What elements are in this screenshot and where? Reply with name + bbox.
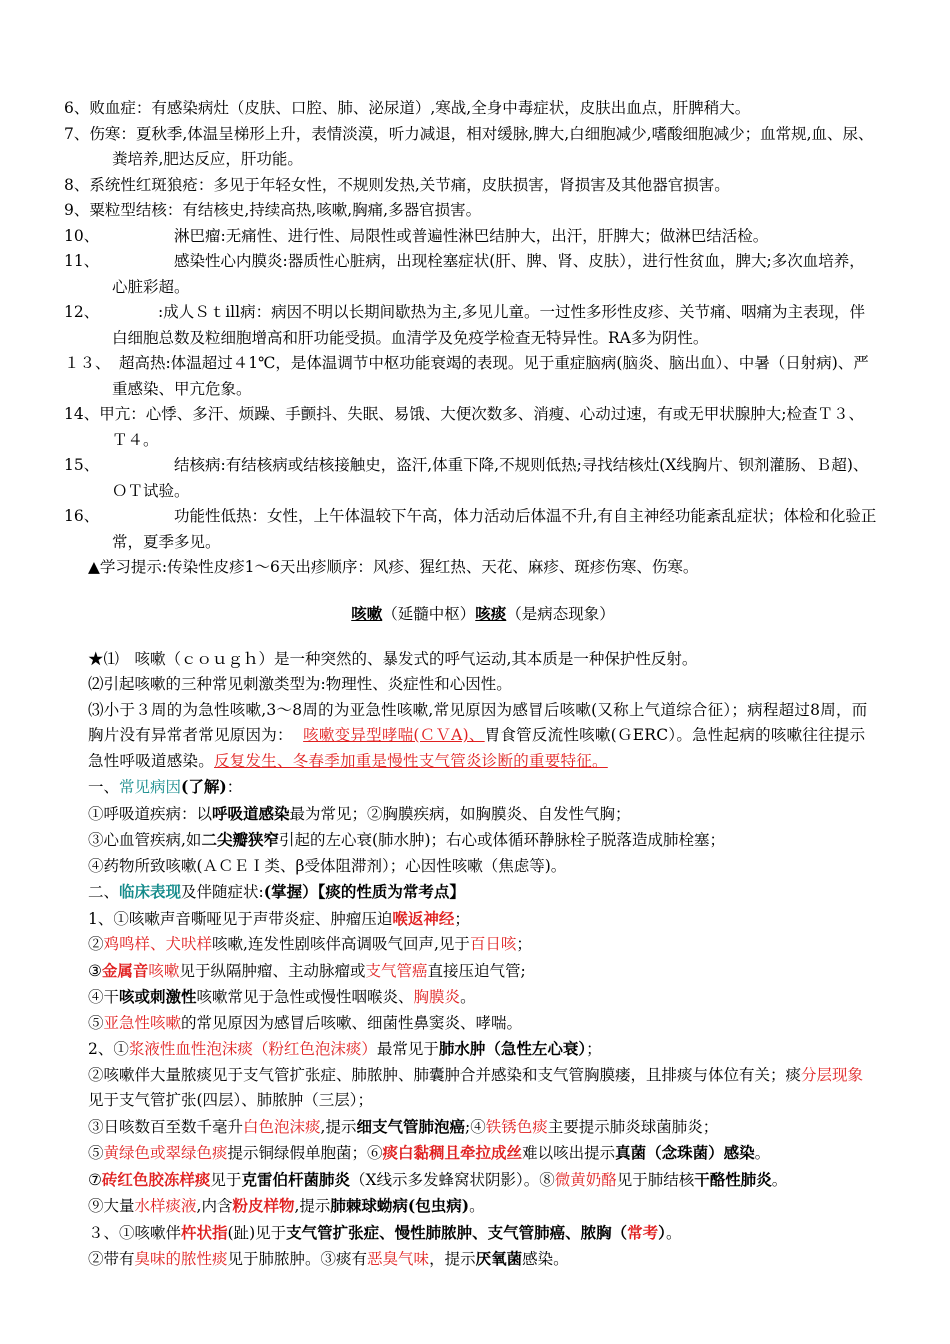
causes-heading	[88, 774, 878, 801]
text: ；	[586, 1040, 602, 1058]
text: ３、①咳嗽伴	[88, 1223, 182, 1242]
text: 1、①咳嗽声音嘶哑见于声带炎症、肿瘤压迫	[88, 909, 393, 928]
text: （X线示多发蜂窝状阴影）。⑧	[349, 1170, 555, 1189]
bold-text: 克雷伯杆菌肺炎	[241, 1169, 350, 1189]
text: 见于支气管扩张(四层）、肺脓肿（三层）；	[88, 1091, 374, 1109]
causes-heading-note: (了解)	[181, 777, 227, 796]
list-item	[64, 198, 878, 224]
red-text: 支气管癌	[365, 961, 428, 980]
text: ,提示	[320, 1117, 357, 1136]
fever-cause-list	[64, 96, 878, 555]
red-text: 铁锈色痰	[485, 1117, 548, 1136]
text: 最为常见；②胸膜疾病，如胸膜炎、自发性气胸；	[289, 804, 631, 823]
causes-line-3: ④药物所致咳嗽(ＡＣＥＩ类、β受体阻滞剂）；心因性咳嗽（焦虑等)。	[88, 856, 567, 875]
list-item-number: 9、	[64, 201, 90, 219]
red-bold-text: 喉返神经	[392, 908, 455, 928]
text: ，提示	[429, 1250, 476, 1268]
list-item-text: 粟粒型结核：有结核史,持续高热,咳嗽,胸痛,多器官损害。	[89, 201, 482, 219]
red-text: 白色泡沫痰	[243, 1117, 321, 1136]
text: ②带有	[88, 1250, 135, 1268]
text: 咳嗽,连发性剧咳伴高调吸气回声,见于	[212, 935, 470, 953]
clinical-b3	[88, 1114, 878, 1141]
bold-text: 二尖瓣狭窄	[201, 830, 279, 849]
list-item-text: 超高热:体温超过４1℃，是体温调节中枢功能衰竭的表现。见于重症脑病(脑炎、脑出血）、中暑（日射病)、严重感染、甲亢危象。	[112, 354, 869, 398]
text: 见于肺结核	[616, 1170, 695, 1189]
list-item-number: 14、	[64, 405, 100, 423]
text: 见于肺脓肿。③痰有	[227, 1250, 368, 1268]
list-item	[64, 224, 878, 250]
text: 咳嗽常见于急性或慢性咽喉炎、	[196, 988, 414, 1006]
text: 2、①	[88, 1040, 129, 1058]
clinical-b5	[88, 1167, 878, 1194]
text: 最常见于	[376, 1040, 439, 1058]
causes-heading-prefix: 一、	[88, 778, 120, 796]
list-item	[64, 249, 878, 300]
study-tip: ▲学习提示:传染性皮疹1～6天出疹顺序：风疹、猩红热、天花、麻疹、斑疹伤寒、伤寒。	[88, 558, 699, 576]
list-item-text: 败血症：有感染病灶（皮肤、口腔、肺、泌尿道）,寒战,全身中毒症状，皮肤出血点，肝脾稍大。	[89, 99, 751, 117]
text: 直接压迫气管;	[427, 961, 526, 980]
red-bold-text: 杵状指	[181, 1222, 228, 1242]
red-text: 微黄奶酪	[554, 1170, 617, 1189]
list-item	[64, 300, 878, 351]
red-text: 水样痰液	[134, 1197, 197, 1215]
list-item	[64, 122, 878, 173]
bold-text: 支气管扩张症、慢性肺脓肿、支气管肺癌、脓胸（	[286, 1222, 628, 1242]
text: (趾)见于	[227, 1223, 287, 1242]
red-text: 百日咳	[469, 935, 517, 953]
intro-duration	[88, 698, 878, 775]
list-item-text: 系统性红斑狼疮：多见于年轻女性，不规则发热,关节痛，皮肤损害，肾损害及其他器官损害。	[89, 175, 730, 194]
list-item-number: 16、	[64, 507, 100, 525]
list-item-text: :成人Ｓｔill病：病因不明以长期间歇热为主,多见儿童。一过性多形性皮疹、关节痛、咽痛为主表现，伴白细胞总数及粒细胞增高和肝功能受损。血清学及免疫学检查无特异性。RA多为阴性。	[112, 303, 866, 347]
text: ⑨大量	[88, 1197, 135, 1215]
list-item	[64, 96, 878, 122]
intro-stimulus-types: ⑵引起咳嗽的三种常见刺激类型为:物理性、炎症性和心因性。	[88, 675, 512, 693]
clinical-b6	[88, 1193, 878, 1220]
red-text: 咳嗽	[148, 961, 180, 980]
bold-text: 干酪性肺炎	[694, 1169, 772, 1189]
text: ②	[88, 935, 104, 953]
title-cough-note: （延髓中枢）	[382, 604, 476, 623]
clinical-a4	[88, 984, 878, 1011]
clinical-heading-prefix: 二、	[88, 883, 120, 901]
text: ③	[88, 961, 102, 980]
intro-duration-text: ⑶小于３周的为急性咳嗽,3～8周的为亚急性咳嗽,常见原因为感冒后咳嗽(又称上气道综合征）；病程超过8周，而胸片没有异常者常见原因为：	[88, 700, 868, 744]
list-item-number: 11、	[64, 252, 100, 270]
text: 见于纵隔肿瘤、主动脉瘤或	[179, 961, 366, 980]
text: ⑤	[88, 1144, 104, 1162]
list-item-text: 淋巴瘤:无痛性、进行性、局限性或普遍性淋巴结肿大，出汗，肝脾大；做淋巴结活检。	[174, 226, 769, 245]
red-text: 浆液性血性泡沫痰（粉红色泡沫痰）	[128, 1040, 377, 1058]
title-cough: 咳嗽	[351, 603, 383, 623]
causes-line-2	[88, 827, 878, 854]
section-title	[88, 601, 878, 627]
clinical-a5	[88, 1011, 878, 1037]
list-item-number: 7、	[64, 124, 90, 143]
intro-highlight-cva: 咳嗽变异型哮喘(ＣＶA)、	[303, 726, 485, 744]
clinical-c1	[88, 1220, 878, 1247]
causes-heading-suffix: ：	[226, 778, 243, 796]
title-sputum: 咳痰	[475, 603, 507, 623]
list-item-number: 15、	[64, 456, 100, 474]
list-item-text: 结核病:有结核病或结核接触史，盗汗,体重下降,不规则低热;寻找结核灶(X线胸片、钡剂灌肠、Ｂ超)、ＯＴ试验。	[112, 456, 869, 500]
list-item-number: 6、	[64, 99, 90, 117]
text: 。	[771, 1170, 788, 1189]
text: ⑦	[88, 1170, 102, 1189]
bold-text: 肺棘球蚴病(包虫病)	[330, 1196, 470, 1215]
text: ;④	[464, 1117, 486, 1136]
text: 见于	[210, 1170, 242, 1189]
text: ⑤	[88, 1013, 104, 1032]
text: ③日咳数百至数千毫升	[88, 1117, 244, 1136]
clinical-heading	[88, 879, 878, 906]
causes-line-1	[88, 801, 878, 828]
list-item	[64, 453, 878, 504]
text: 。	[665, 1223, 682, 1242]
list-item-number: 8、	[64, 175, 90, 194]
clinical-b2	[88, 1063, 878, 1114]
text: 主要提示肺炎球菌肺炎；	[547, 1117, 719, 1136]
list-item-text: 甲亢：心悸、多汗、烦躁、手颤抖、失眠、易饿、大便次数多、消瘦、心动过速，有或无甲状腺肿大;检查Ｔ３、Ｔ４。	[99, 405, 864, 449]
bold-text: 咳或刺激性	[119, 987, 197, 1006]
intro-duration-text-2: 胃食管反流性咳嗽(ＧERC）。急性起病的咳嗽往往提示急性呼吸道感染。	[88, 726, 866, 770]
text: ；	[454, 909, 470, 928]
list-item	[64, 402, 878, 453]
text: 。	[469, 1197, 485, 1215]
red-text: 分层现象	[801, 1065, 864, 1084]
red-text: 黄绿色或翠绿色痰	[103, 1144, 228, 1162]
text: ③心血管疾病,如	[88, 831, 202, 849]
text: ,内含	[196, 1197, 233, 1215]
red-bold-text: 金属音	[101, 960, 149, 980]
clinical-b4	[88, 1140, 878, 1167]
text: 。	[460, 988, 476, 1006]
causes-heading-label: 常见病因	[119, 778, 182, 796]
clinical-heading-note: (掌握）【痰的性质为常考点】	[263, 882, 465, 901]
text: 提示铜绿假单胞菌；⑥	[227, 1144, 383, 1162]
document-page	[64, 96, 878, 1273]
clinical-a2	[88, 932, 878, 958]
red-text: 恶臭气味	[367, 1250, 430, 1268]
text: ,提示	[294, 1197, 331, 1215]
text: ④干	[88, 988, 120, 1006]
list-item	[64, 351, 878, 402]
list-item	[64, 173, 878, 199]
clinical-b1	[88, 1036, 878, 1063]
red-text: 臭味的脓性痰	[134, 1250, 228, 1268]
bold-text: 肺水肿（急性左心衰）	[438, 1039, 587, 1058]
text: ①呼吸道疾病：以	[88, 804, 213, 823]
list-item-number: 12、	[64, 303, 100, 321]
clinical-a1	[88, 906, 878, 933]
text: 引起的左心衰(肺水肿)；右心或体循环静脉栓子脱落造成肺栓塞；	[278, 831, 726, 849]
text: ；	[516, 935, 532, 953]
clinical-heading-mid: 及伴随症状:	[181, 883, 264, 901]
text: ②咳嗽伴大量脓痰见于支气管扩张症、肺脓肿、肺囊肿合并感染和支气管胸膜瘘，且排痰与体位有关；痰	[88, 1065, 802, 1084]
bold-text: ）	[658, 1222, 666, 1242]
bold-text: 呼吸道感染	[212, 803, 290, 823]
bold-text: 细支气管肺泡癌	[356, 1116, 465, 1136]
title-sputum-note: （是病态现象）	[506, 604, 615, 623]
red-bold-text: 粉皮样物	[232, 1196, 295, 1215]
red-text: 胸膜炎	[413, 988, 461, 1006]
intro-definition: ★⑴ 咳嗽（ｃｏｕｇｈ）是一种突然的、暴发式的呼气运动,其本质是一种保护性反射。	[88, 649, 698, 668]
text: 难以咳出提示	[522, 1144, 616, 1162]
red-bold-text: 常考	[627, 1222, 659, 1242]
list-item-number: １３、	[64, 354, 111, 372]
clinical-a3	[88, 958, 878, 985]
red-text: 鸡鸣样、犬吠样	[103, 935, 213, 953]
bold-text: 真菌（念珠菌）感染	[615, 1143, 755, 1162]
text: 。	[754, 1144, 771, 1162]
red-text: 亚急性咳嗽	[103, 1013, 182, 1032]
list-item-text: 感染性心内膜炎:器质性心脏病，出现栓塞症状(肝、脾、肾、皮肤），进行性贫血，脾大;多次血培养，心脏彩超。	[112, 252, 865, 296]
bold-text: 厌氧菌	[475, 1249, 523, 1268]
text: 感染。	[522, 1250, 569, 1268]
list-item-text: 功能性低热：女性，上午体温较下午高，体力活动后体温不升,有自主神经功能紊乱症状；体检和化验正常，夏季多见。	[112, 507, 877, 551]
red-bold-text: 痰白黏稠且牵拉成丝	[382, 1143, 523, 1162]
list-item	[64, 504, 878, 555]
clinical-c2	[88, 1246, 878, 1273]
clinical-heading-label: 临床表现	[119, 882, 182, 901]
text: 的常见原因为感冒后咳嗽、细菌性鼻窦炎、哮喘。	[181, 1013, 523, 1032]
list-item-text: 伤寒：夏秋季,体温呈梯形上升，表情淡漠，听力减退，相对缓脉,脾大,白细胞减少,嗜酸细胞减少；血常规,血、尿、粪培养,肥达反应，肝功能。	[89, 124, 874, 168]
red-bold-text: 砖红色胶冻样痰	[101, 1169, 211, 1189]
intro-highlight-chronic-bronchitis: 反复发生、冬春季加重是慢性支气管炎诊断的重要特征。	[214, 751, 608, 770]
list-item-number: 10、	[64, 226, 100, 245]
